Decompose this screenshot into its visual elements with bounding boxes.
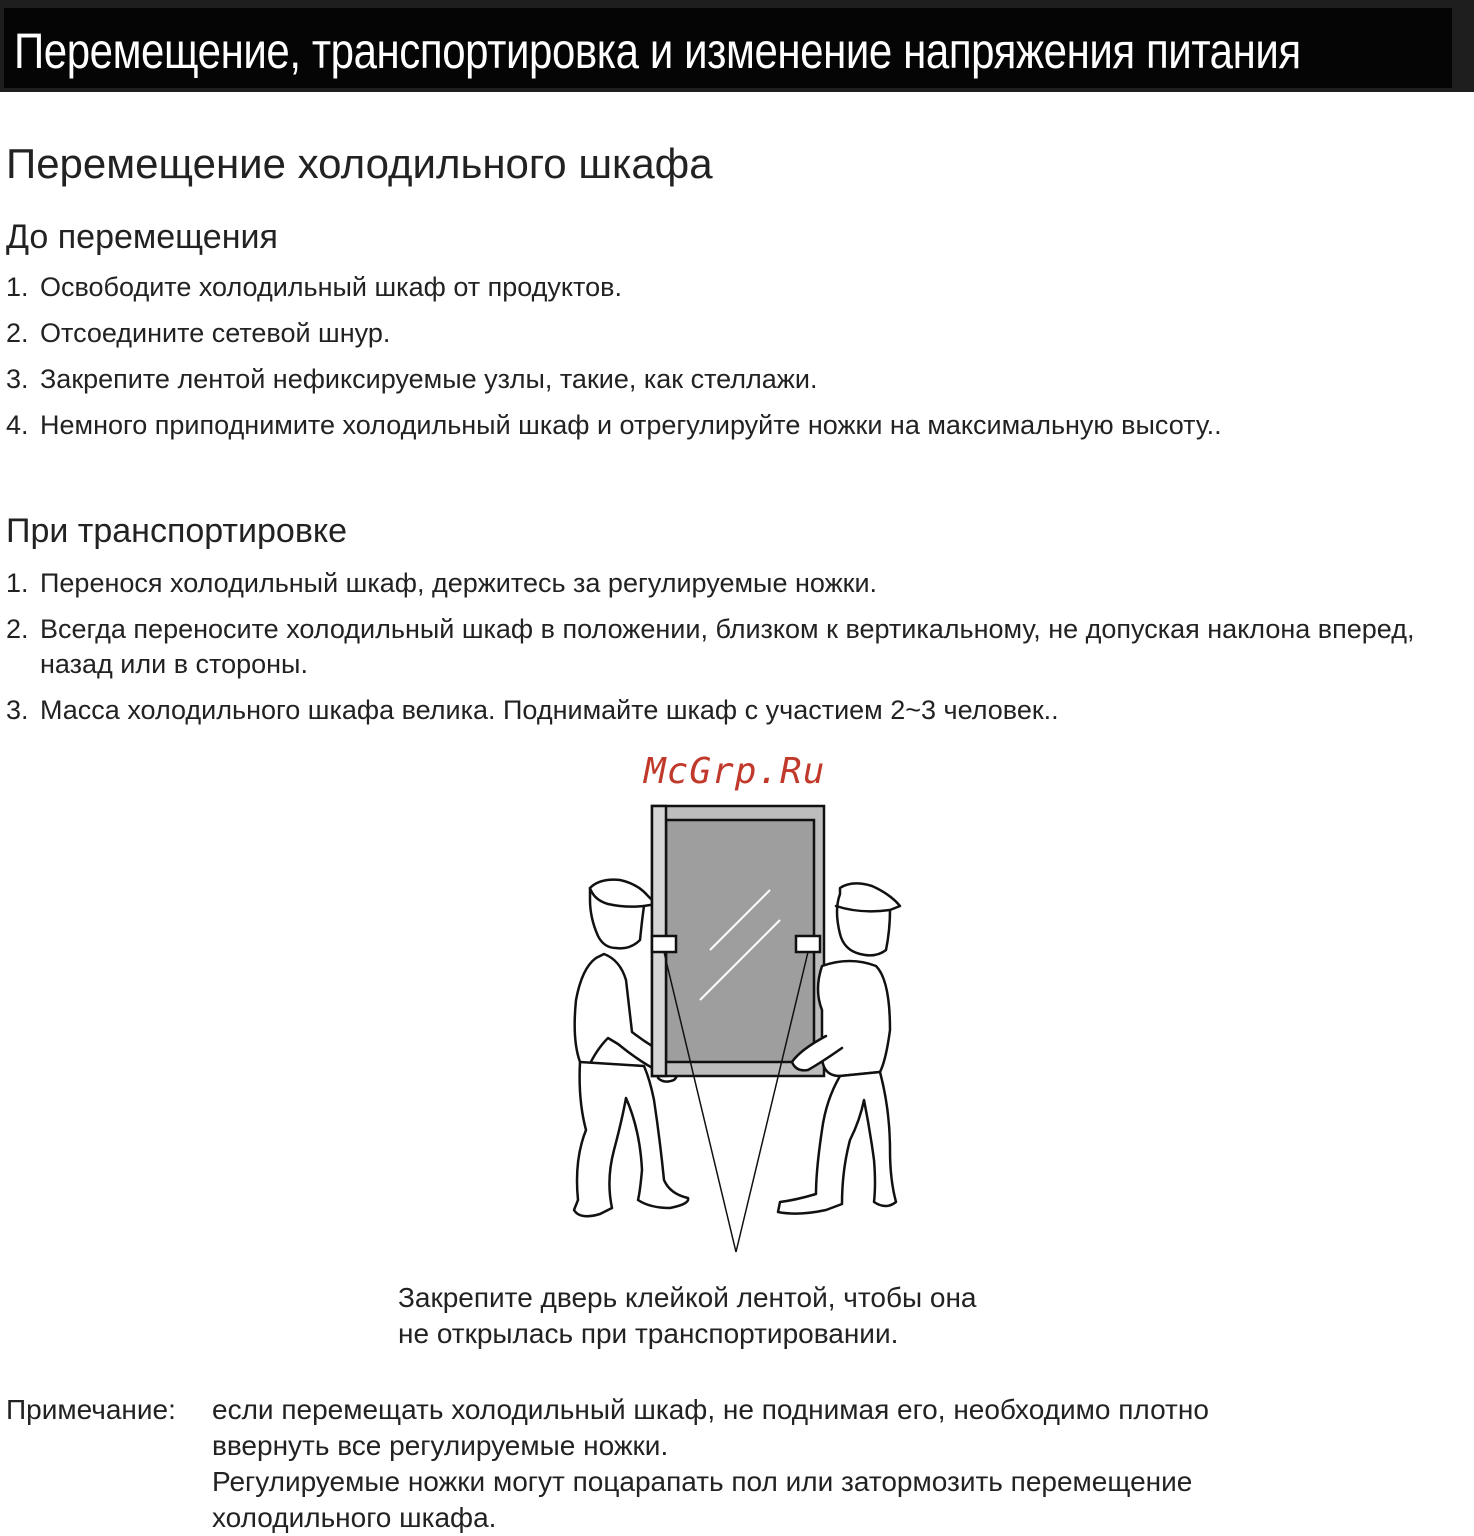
item-text: Закрепите лентой нефиксируемые узлы, такие, как стеллажи. — [40, 364, 818, 394]
item-text: Отсоедините сетевой шнур. — [40, 318, 391, 348]
figure-caption — [398, 1280, 977, 1352]
item-text: Освободите холодильный шкаф от продуктов. — [40, 272, 622, 302]
note-line: если перемещать холодильный шкаф, не поднимая его, необходимо плотно — [212, 1394, 1209, 1425]
list-item — [6, 270, 1466, 305]
item-number: 4. — [6, 410, 29, 440]
item-number: 2. — [6, 318, 29, 348]
list-item — [6, 693, 1466, 728]
item-number: 1. — [6, 568, 29, 598]
note-line: Регулируемые ножки могут поцарапать пол или затормозить перемещение — [212, 1466, 1193, 1497]
item-text: Перенося холодильный шкаф, держитесь за регулируемые ножки. — [40, 568, 878, 598]
note-line: ввернуть все регулируемые ножки. — [212, 1430, 669, 1461]
caption-line: не открылась при транспортировании. — [398, 1318, 899, 1349]
item-number: 1. — [6, 272, 29, 302]
page-title: Перемещение, транспортировка и изменение напряжения питания — [14, 23, 1301, 79]
item-text: Всегда переносите холодильный шкаф в положении, близком к вертикальному, не допуская наклона вперед, назад или в стороны. — [40, 614, 1415, 679]
list-item — [6, 408, 1330, 443]
transport-title: При транспортировке — [6, 512, 348, 550]
item-number: 2. — [6, 614, 29, 644]
moving-illustration — [560, 800, 920, 1260]
before-move-list — [6, 270, 1466, 454]
fridge — [652, 806, 824, 1076]
item-number: 3. — [6, 695, 29, 725]
item-text: Масса холодильного шкафа велика. Поднимайте шкаф с участием 2~3 человек.. — [40, 695, 1059, 725]
watermark: McGrp.Ru — [644, 751, 826, 792]
list-item — [6, 612, 1440, 682]
note-label: Примечание: — [6, 1394, 176, 1425]
transport-list — [6, 566, 1466, 739]
list-item — [6, 362, 1466, 397]
list-item — [6, 566, 1466, 601]
section-title: Перемещение холодильного шкафа — [6, 140, 713, 187]
caption-line: Закрепите дверь клейкой лентой, чтобы она — [398, 1282, 977, 1313]
list-item — [6, 316, 1466, 351]
header-bar — [0, 0, 1474, 92]
item-text: Немного приподнимите холодильный шкаф и отрегулируйте ножки на максимальную высоту.. — [40, 410, 1222, 440]
item-number: 3. — [6, 364, 29, 394]
note-text — [212, 1392, 1442, 1536]
note-line: холодильного шкафа. — [212, 1502, 497, 1533]
before-move-title: До перемещения — [6, 218, 278, 256]
header-inner — [4, 8, 1452, 88]
